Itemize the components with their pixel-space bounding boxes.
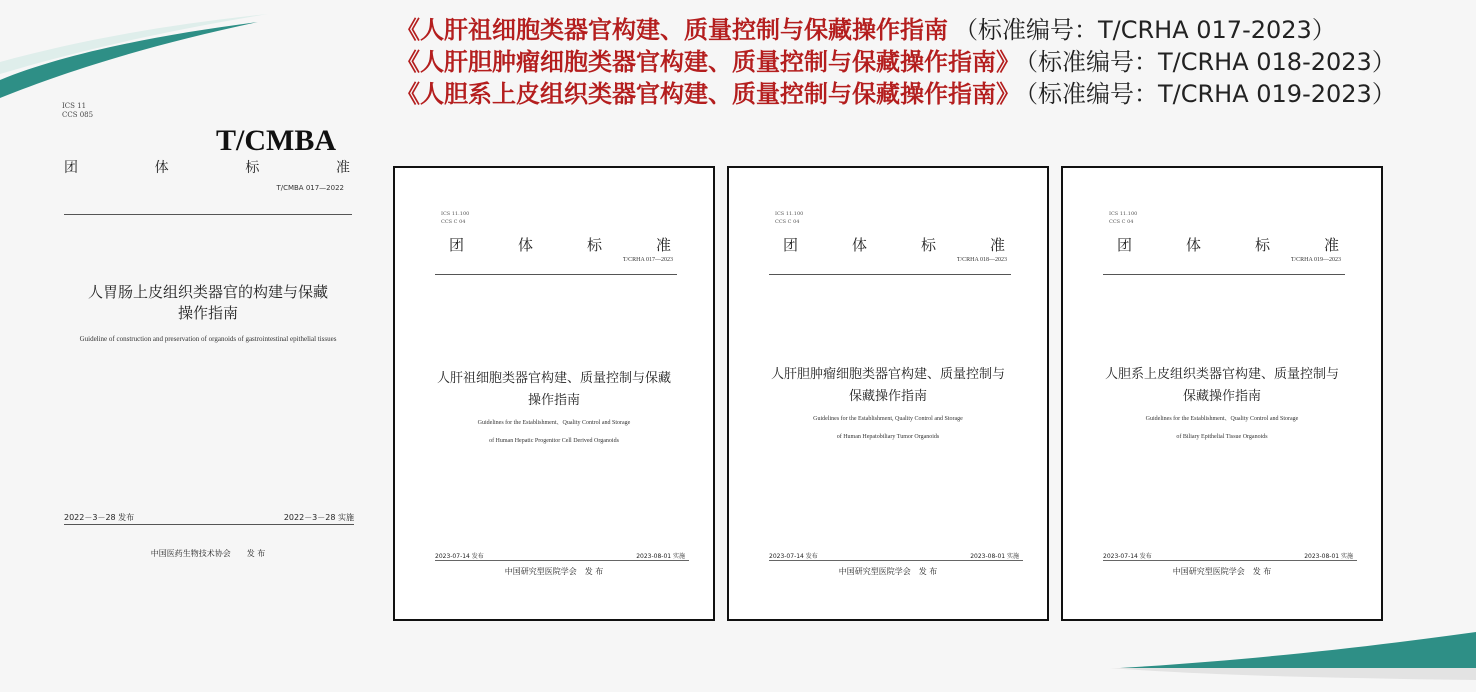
ics-code: ICS 11.100 [775,211,804,217]
ccs-code: CCS C 04 [775,219,800,225]
publisher: 中国研究型医院学会 发 布 [838,567,938,576]
standard-number: T/CRHA 019—2023 [1290,257,1341,263]
bottom-right-swoosh [1120,632,1476,668]
headline-1-code: （标准编号：T/CRHA 017-2023） [954,16,1336,44]
title-line-2: 保藏操作指南 [1182,389,1261,404]
implementation-date: 2023-08-01 实施 [636,553,685,560]
standard-type-char: 标 [586,236,602,254]
headline-1-title: 《人肝祖细胞类器官构建、质量控制与保藏操作指南 [396,16,948,44]
standard-type-char: 准 [1323,236,1339,254]
ics-codes [62,102,93,120]
standard-type [783,234,1005,255]
english-title-line-1: Guidelines for the Establishment、Quality Control and Storage [477,420,631,426]
title-line-1: 人胃肠上皮组织类器官的构建与保藏 [87,283,328,301]
ics-code: ICS 11 [62,102,87,110]
footer-divider [64,524,354,525]
header-divider [1103,274,1345,275]
standard-number: T/CMBA 017—2022 [276,184,344,192]
standard-type-char: 体 [851,236,867,254]
standard-type-char: 团 [1117,236,1133,254]
ics-codes [775,210,803,226]
standard-brand: T/CMBA [216,124,336,157]
english-title-line-1: Guidelines for the Establishment, Quality Control and Storage [813,416,963,422]
headline-block [396,14,1476,110]
standard-type [64,157,350,177]
english-title-line-2: of Human Hepatobiliary Tumor Organoids [836,434,940,440]
title-line-2: 保藏操作指南 [848,389,927,404]
publisher: 中国研究型医院学会 发 布 [504,567,604,576]
implementation-date: 2023-08-01 实施 [1304,553,1353,560]
title-line-1: 人肝胆肿瘤细胞类器官构建、质量控制与 [770,367,1005,382]
title-line-2: 操作指南 [177,304,238,322]
bottom-right-swoosh-light [1110,668,1476,680]
headline-1 [396,14,1476,46]
issue-date: 2022－3－28 发布 [64,513,135,522]
ics-codes [441,210,469,226]
title-line-1: 人肝祖细胞类器官构建、质量控制与保藏 [436,371,671,386]
standard-type [449,234,671,255]
standard-number: T/CRHA 018—2023 [956,257,1007,263]
ics-code: ICS 11.100 [1109,211,1138,217]
standard-number: T/CRHA 017—2023 [622,257,673,263]
document-cover-crha-019 [1061,166,1383,621]
standard-type-char: 准 [655,236,671,254]
standard-type-char: 团 [783,236,799,254]
standard-type-char: 标 [245,160,260,176]
header-divider [64,214,352,215]
headline-3 [396,78,1476,110]
ccs-code: CCS C 04 [441,219,466,225]
standard-type-char: 体 [517,236,533,254]
ccs-code: CCS 085 [62,111,94,119]
title-line-1: 人胆系上皮组织类器官构建、质量控制与 [1104,367,1339,382]
header-divider [435,274,677,275]
publisher: 中国医药生物技术协会 发 布 [150,549,266,558]
document-title [409,368,699,412]
english-title-line-2: of Biliary Epithelial Tissue Organoids [1176,434,1268,440]
issue-date: 2023-07-14 发布 [1103,553,1152,560]
document-title [743,364,1033,408]
issue-date: 2023-07-14 发布 [769,553,818,560]
document-title [1077,364,1367,408]
standard-type-char: 标 [920,236,936,254]
headline-2-title: 《人肝胆肿瘤细胞类器官构建、质量控制与保藏操作指南》 [396,48,1020,76]
standard-type-char: 体 [1185,236,1201,254]
english-title-line-2: of Human Hepatic Progenitor Cell Derived Organoids [489,438,619,444]
headline-2-code: （标准编号：T/CRHA 018-2023） [1026,48,1396,76]
issue-date: 2023-07-14 发布 [435,553,484,560]
headline-3-title: 《人胆系上皮组织类器官构建、质量控制与保藏操作指南》 [396,80,1020,108]
publisher: 中国研究型医院学会 发 布 [1172,567,1272,576]
standard-type-char: 标 [1254,236,1270,254]
title-line-2: 操作指南 [527,393,580,408]
implementation-date: 2022－3－28 实施 [283,513,354,522]
headline-3-code: （标准编号：T/CRHA 019-2023） [1026,80,1396,108]
english-title: Guideline of construction and preservation of organoids of gastrointestinal epithelial tissues [79,335,337,343]
english-title-line-1: Guidelines for the Establishment、Quality Control and Storage [1145,416,1299,422]
implementation-date: 2023-08-01 实施 [970,553,1019,560]
ccs-code: CCS C 04 [1109,219,1134,225]
document-title [58,282,358,324]
headline-2 [396,46,1476,78]
footer-divider [435,560,689,561]
standard-type-char: 准 [989,236,1005,254]
document-cover-crha-018 [727,166,1049,621]
footer-divider [1103,560,1357,561]
ics-code: ICS 11.100 [441,211,470,217]
standard-type-char: 团 [449,236,465,254]
document-cover-tcmba [58,100,358,580]
standard-type [1117,234,1339,255]
standard-type-char: 团 [64,160,78,176]
header-divider [769,274,1011,275]
document-cover-crha-017 [393,166,715,621]
standard-type-char: 体 [154,160,169,176]
footer-divider [769,560,1023,561]
standard-type-char: 准 [335,160,350,176]
ics-codes [1109,210,1137,226]
